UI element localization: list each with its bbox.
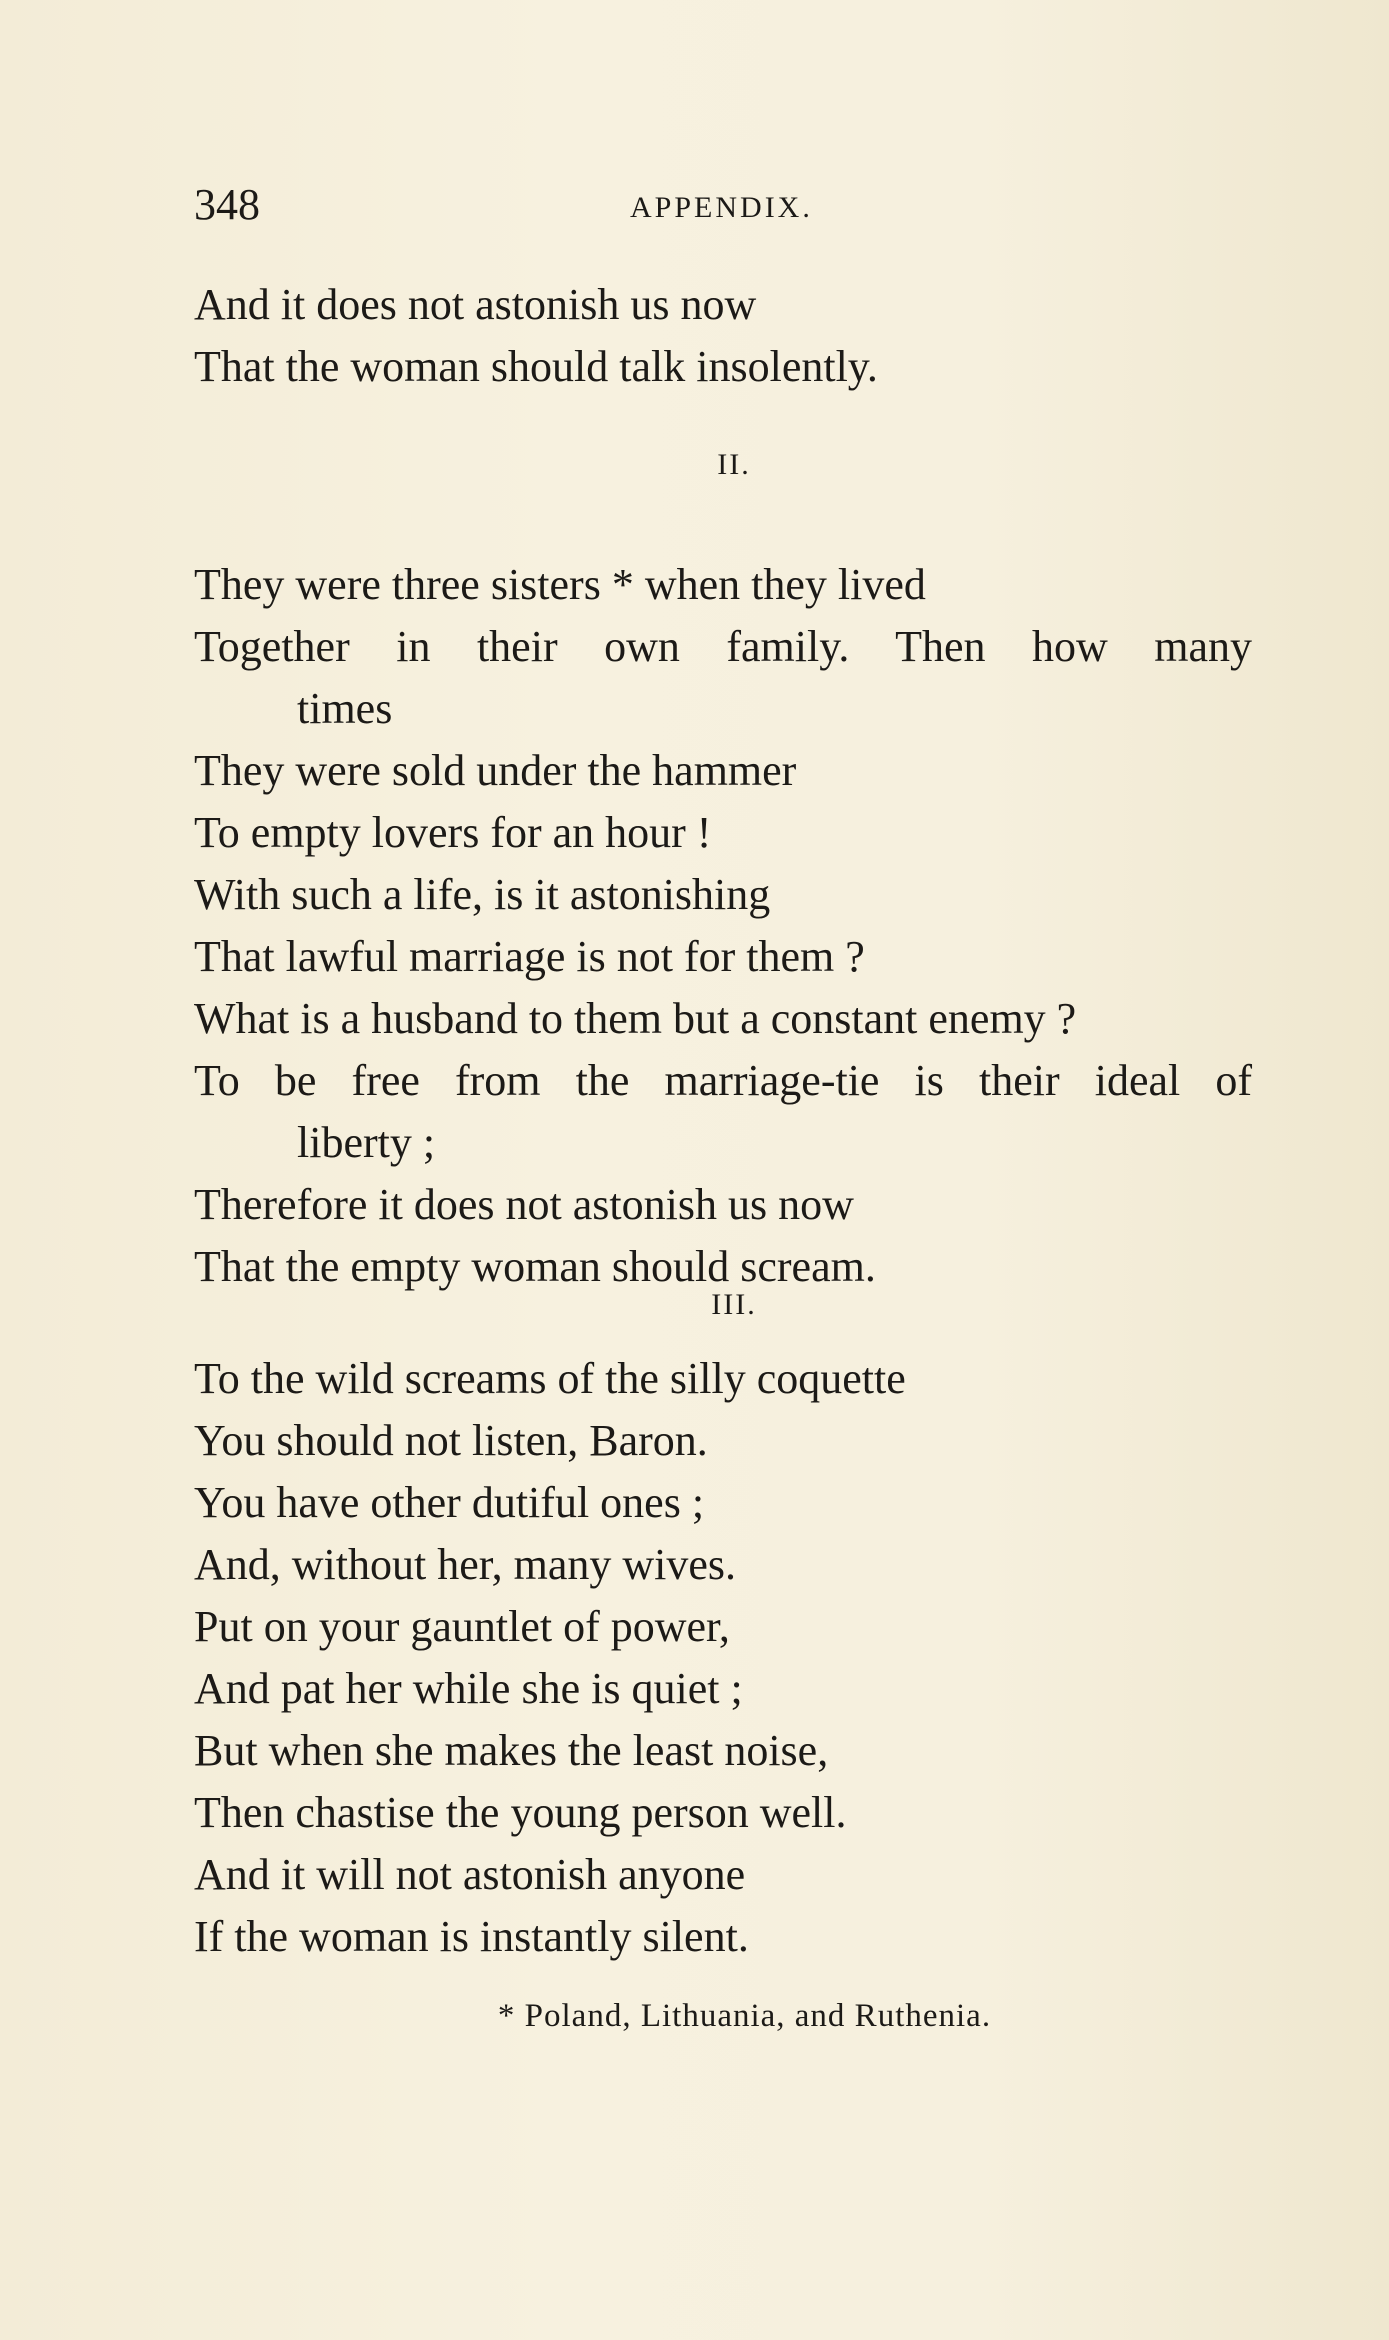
verse-line: To be free from the marriage-tie is their ideal of — [194, 1056, 1252, 1105]
verse-line-continuation: times — [297, 684, 393, 733]
verse-line: And pat her while she is quiet ; — [194, 1664, 743, 1713]
verse-line: They were sold under the hammer — [194, 746, 797, 795]
verse-line: But when she makes the least noise, — [194, 1726, 829, 1775]
verse-line: What is a husband to them but a constant enemy ? — [194, 994, 1077, 1043]
running-head: APPENDIX. — [630, 191, 813, 224]
verse-line: You should not listen, Baron. — [194, 1416, 708, 1465]
verse-line: Together in their own family. Then how many — [194, 622, 1252, 671]
verse-line: Put on your gauntlet of power, — [194, 1602, 730, 1651]
verse-line: To the wild screams of the silly coquette — [194, 1354, 906, 1403]
verse-line: That the woman should talk insolently. — [194, 342, 878, 391]
verse-line: They were three sisters * when they lived — [194, 560, 926, 609]
section-numeral: II. — [717, 448, 751, 481]
page-header — [194, 170, 1234, 240]
poem-stanza-1 — [194, 274, 1254, 398]
verse-line-continuation: liberty ; — [297, 1118, 436, 1167]
page-number: 348 — [194, 180, 260, 229]
verse-line: And, without her, many wives. — [194, 1540, 737, 1589]
verse-line: And it will not astonish anyone — [194, 1850, 746, 1899]
verse-line: Then chastise the young person well. — [194, 1788, 847, 1837]
verse-line: If the woman is instantly silent. — [194, 1912, 749, 1961]
verse-line: That the empty woman should scream. — [194, 1242, 876, 1291]
verse-line: Therefore it does not astonish us now — [194, 1180, 854, 1229]
verse-line: And it does not astonish us now — [194, 280, 757, 329]
poem-section-3 — [194, 1274, 1254, 1968]
verse-line: You have other dutiful ones ; — [194, 1478, 705, 1527]
section-numeral: III. — [711, 1288, 757, 1321]
footnote: * Poland, Lithuania, and Ruthenia. — [497, 1998, 992, 2034]
poem-section-2 — [194, 434, 1254, 1298]
verse-line: That lawful marriage is not for them ? — [194, 932, 865, 981]
verse-line: With such a life, is it astonishing — [194, 870, 771, 919]
verse-line: To empty lovers for an hour ! — [194, 808, 712, 857]
